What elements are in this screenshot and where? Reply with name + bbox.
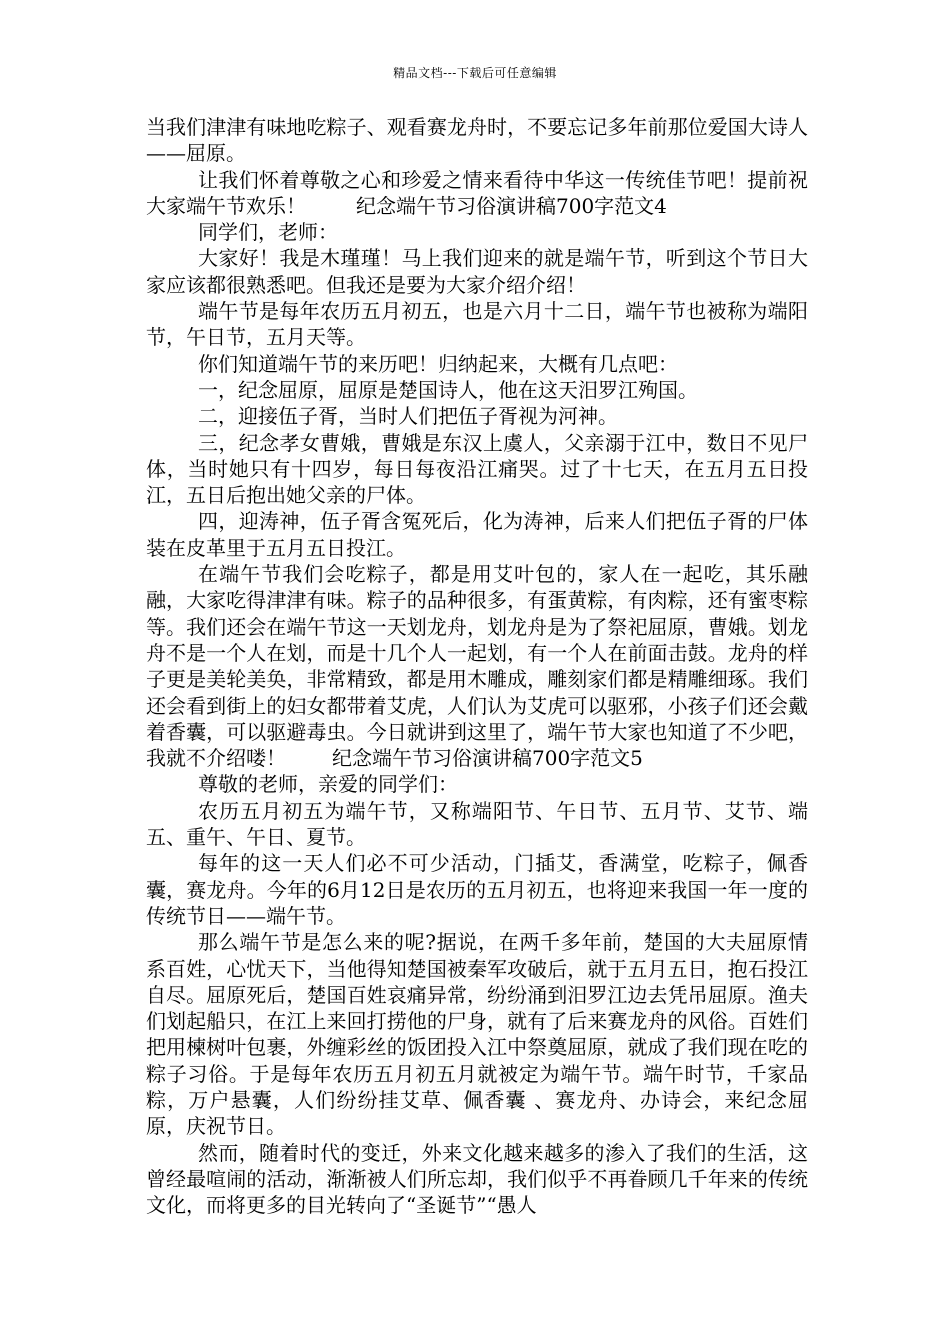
page-header: 精品文档---下载后可任意编辑 (393, 66, 557, 80)
paragraph: 当我们津津有味地吃粽子、观看赛龙舟时，不要忘记多年前那位爱国大诗人——屈原。 (146, 115, 808, 166)
paragraph: 农历五月初五为端午节，又称端阳节、午日节、五月节、艾节、端五、重午、午日、夏节。 (146, 798, 808, 850)
paragraph-text: 在端午节我们会吃粽子，都是用艾叶包的，家人在一起吃，其乐融融，大家吃得津津有味。粽子的品种很多，有蛋黄粽，有肉粽，还有蜜枣粽等。我们还会在端午节这一天划龙舟，划龙舟是为了祭祀屈原，曹娥。划龙舟不是一个人在划，而是十几个人一起划，有一个人在前面击鼓。龙舟的样子更是美轮美奂，非常精致，都是用木雕成，雕刻家们都是精雕细琢。我们还会看到街上的妇女都带着艾虎，人们认为艾虎可以驱邪，小孩子们还会戴着香囊，可以驱避毒虫。今日就讲到这里了，端午节大家也知道了不少吧，我就不介绍喽！ (146, 562, 808, 771)
section-title: 纪念端午节习俗演讲稿700字范文4 (356, 193, 667, 218)
paragraph (146, 561, 808, 771)
paragraph: 四，迎涛神，伍子胥含冤死后，化为涛神，后来人们把伍子胥的尸体装在皮革里于五月五日投江。 (146, 509, 808, 560)
paragraph: 然而，随着时代的变迁，外来文化越来越多的渗入了我们的生活，这曾经最喧闹的活动，渐渐被人们所忘却，我们似乎不再眷顾几千年来的传统文化，而将更多的目光转向了“圣诞节”“愚人 (146, 1140, 808, 1218)
paragraph: 三，纪念孝女曹娥，曹娥是东汉上虞人，父亲溺于江中，数日不见尸体，当时她只有十四岁，每日每夜沿江痛哭。过了十七天，在五月五日投江，五日后抱出她父亲的尸体。 (146, 430, 808, 508)
paragraph: 每年的这一天人们必不可少活动，门插艾，香满堂，吃粽子，佩香囊，赛龙舟。今年的6月12日是农历的五月初五，也将迎来我国一年一度的传统节日——端午节。 (146, 851, 808, 928)
paragraph: 那么端午节是怎么来的呢?据说，在两千多年前，楚国的大夫屈原情系百姓，心忧天下，当他得知楚国被秦军攻破后，就于五月五日，抱石投江自尽。屈原死后，楚国百姓哀痛异常，纷纷涌到汨罗江边去凭吊屈原。渔夫们划起船只，在江上来回打捞他的尸身，就有了后来赛龙舟的风俗。百姓们把用楝树叶包裹，外缠彩丝的饭团投入江中祭奠屈原，就成了我们现在吃的粽子习俗。于是每年农历五月初五月就被定为端午节。端午时节，千家品粽，万户悬囊，人们纷纷挂艾草、佩香囊 、赛龙舟、办诗会，来纪念屈原，庆祝节日。 (146, 930, 808, 1139)
paragraph: 你们知道端午节的来历吧！归纳起来，大概有几点吧： (198, 351, 678, 376)
paragraph: 端午节是每年农历五月初五，也是六月十二日，端午节也被称为端阳节，午日节，五月天等。 (146, 299, 808, 350)
section-title: 纪念端午节习俗演讲稿700字范文5 (332, 746, 643, 771)
paragraph: 大家好！我是木瑾瑾！马上我们迎来的就是端午节，听到这个节日大家应该都很熟悉吧。但我还是要为大家介绍介绍！ (146, 246, 808, 297)
paragraph: 同学们，老师： (198, 220, 338, 245)
paragraph: 一，纪念屈原，屈原是楚国诗人，他在这天汨罗江殉国。 (198, 377, 698, 402)
paragraph (146, 167, 808, 220)
paragraph: 二，迎接伍子胥，当时人们把伍子胥视为河神。 (198, 404, 618, 429)
paragraph: 尊敬的老师，亲爱的同学们： (198, 772, 458, 797)
paragraph-text: 让我们怀着尊敬之心和珍爱之情来看待中华这一传统佳节吧！提前祝大家端午节欢乐！ (146, 167, 808, 218)
document-body (146, 114, 808, 1218)
